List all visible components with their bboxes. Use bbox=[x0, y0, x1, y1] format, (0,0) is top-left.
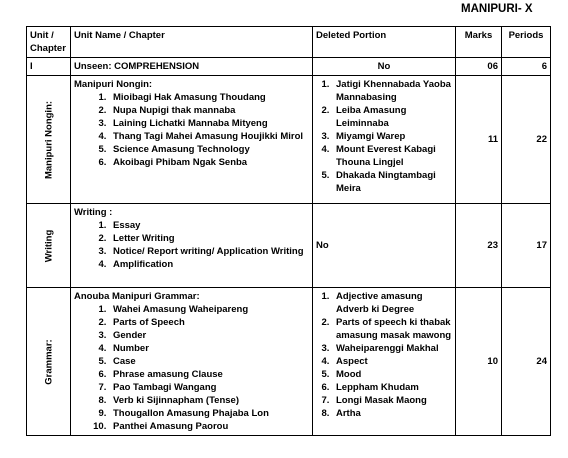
list-item: 5. Science Amasung Technology bbox=[109, 143, 309, 156]
unit-cell bbox=[27, 76, 71, 204]
table-row bbox=[27, 288, 551, 436]
table-row bbox=[27, 76, 551, 204]
list-item: 1. Wahei Amasung Waheipareng bbox=[109, 303, 309, 316]
unit-cell bbox=[27, 288, 71, 436]
deleted-cell: No bbox=[313, 58, 456, 76]
header-unit: Unit / Chapter bbox=[27, 27, 71, 58]
chapter-list bbox=[74, 91, 309, 169]
unit-vertical-label: Writing bbox=[43, 229, 54, 262]
list-item: 7. Longi Masak Maong bbox=[332, 394, 452, 407]
table-row bbox=[27, 58, 551, 76]
marks-cell: 23 bbox=[456, 204, 502, 288]
header-periods: Periods bbox=[502, 27, 551, 58]
deleted-list bbox=[316, 290, 452, 420]
header-deleted: Deleted Portion bbox=[313, 27, 456, 58]
periods-cell: 6 bbox=[502, 58, 551, 76]
list-item: 10. Panthei Amasung Paorou bbox=[109, 420, 309, 433]
list-item: 4. Mount Everest Kabagi Thouna Lingjel bbox=[332, 143, 452, 169]
list-item: 6. Leppham Khudam bbox=[332, 381, 452, 394]
marks-cell: 11 bbox=[456, 76, 502, 204]
periods-cell: 22 bbox=[502, 76, 551, 204]
periods-cell: 17 bbox=[502, 204, 551, 288]
syllabus-table bbox=[26, 26, 551, 436]
chapter-list bbox=[74, 219, 309, 271]
list-item: 3. Waheiparenggi Makhal bbox=[332, 342, 452, 355]
list-item: 4. Aspect bbox=[332, 355, 452, 368]
chapter-cell bbox=[71, 288, 313, 436]
list-item: 3. Gender bbox=[109, 329, 309, 342]
unit-vertical-label: Manipuri Nongin: bbox=[43, 100, 54, 179]
list-item: 2. Parts of Speech bbox=[109, 316, 309, 329]
list-item: 2. Leiba Amasung Leiminnaba bbox=[332, 104, 452, 130]
deleted-cell: No bbox=[313, 204, 456, 288]
header-row bbox=[27, 27, 551, 58]
marks-cell: 06 bbox=[456, 58, 502, 76]
list-item: 3. Miyamgi Warep bbox=[332, 130, 452, 143]
header-chapter: Unit Name / Chapter bbox=[71, 27, 313, 58]
unit-vertical-label: Grammar: bbox=[43, 338, 54, 385]
list-item: 2. Nupa Nupigi thak mannaba bbox=[109, 104, 309, 117]
chapter-cell bbox=[71, 76, 313, 204]
list-item: 6. Akoibagi Phibam Ngak Senba bbox=[109, 156, 309, 169]
document-title: MANIPURI- X bbox=[461, 3, 533, 15]
unit-cell bbox=[27, 204, 71, 288]
table-row bbox=[27, 204, 551, 288]
header-marks: Marks bbox=[456, 27, 502, 58]
marks-cell: 10 bbox=[456, 288, 502, 436]
list-item: 2. Letter Writing bbox=[109, 232, 309, 245]
chapter-heading: Writing : bbox=[74, 207, 113, 218]
chapter-heading: Anouba Manipuri Grammar: bbox=[74, 291, 200, 302]
unit-cell: I bbox=[27, 58, 71, 76]
list-item: 7. Pao Tambagi Wangang bbox=[109, 381, 309, 394]
deleted-cell bbox=[313, 76, 456, 204]
chapter-list bbox=[74, 303, 309, 433]
list-item: 3. Notice/ Report writing/ Application Writing bbox=[109, 245, 309, 258]
periods-cell: 24 bbox=[502, 288, 551, 436]
list-item: 1. Jatigi Khennabada Yaoba Mannabasing bbox=[332, 78, 452, 104]
chapter-cell bbox=[71, 204, 313, 288]
list-item: 4. Number bbox=[109, 342, 309, 355]
list-item: 5. Dhakada Ningtambagi Meira bbox=[332, 169, 452, 195]
deleted-list bbox=[316, 78, 452, 195]
chapter-heading: Manipuri Nongin: bbox=[74, 79, 153, 90]
list-item: 1. Mioibagi Hak Amasung Thoudang bbox=[109, 91, 309, 104]
list-item: 8. Verb ki Sijinnapham (Tense) bbox=[109, 394, 309, 407]
list-item: 2. Parts of speech ki thabak amasung masak mawong bbox=[332, 316, 452, 342]
list-item: 9. Thougallon Amasung Phajaba Lon bbox=[109, 407, 309, 420]
list-item: 4. Amplification bbox=[109, 258, 309, 271]
list-item: 1. Essay bbox=[109, 219, 309, 232]
list-item: 5. Case bbox=[109, 355, 309, 368]
list-item: 1. Adjective amasung Adverb ki Degree bbox=[332, 290, 452, 316]
list-item: 5. Mood bbox=[332, 368, 452, 381]
chapter-cell: Unseen: COMPREHENSION bbox=[71, 58, 313, 76]
list-item: 6. Phrase amasung Clause bbox=[109, 368, 309, 381]
list-item: 8. Artha bbox=[332, 407, 452, 420]
list-item: 4. Thang Tagi Mahei Amasung Houjikki Mirol bbox=[109, 130, 309, 143]
list-item: 3. Laining Lichatki Mannaba Mityeng bbox=[109, 117, 309, 130]
deleted-cell bbox=[313, 288, 456, 436]
